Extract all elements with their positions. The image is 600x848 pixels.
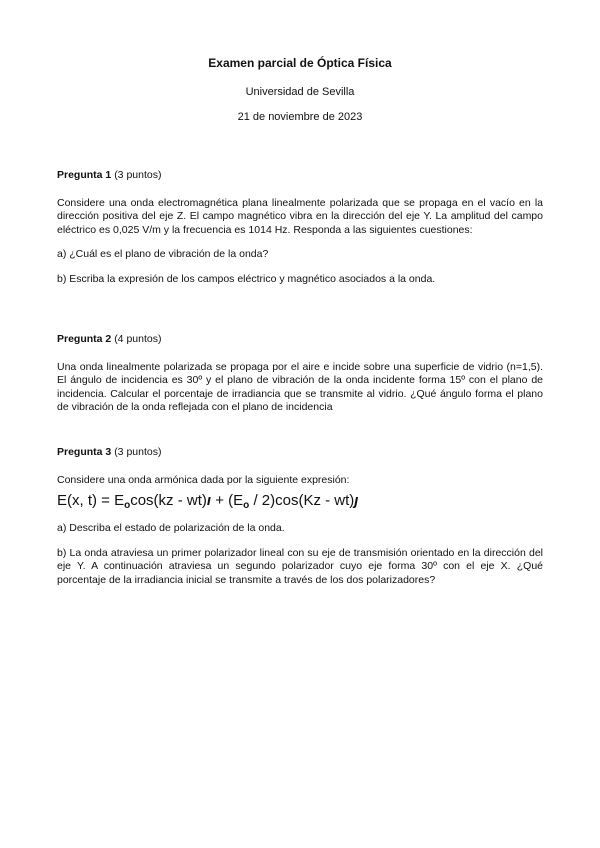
question-2-statement: Una onda linealmente polarizada se propaga por el aire e incide sobre una superficie de vidrio (n=1,5). El ángulo de incidencia es 30º y el plano de vibración de la onda incidente forma 15º con el plano de incidencia. Calcular el porcentaje de irradiancia que se transmite al vidrio. ¿Qué ángulo forma el plano de vibración de la onda reflejada con el plano de incidencia [57,360,543,413]
formula-lhs: E(x, t) = E [57,492,125,509]
formula-term-2: / 2)cos(Kz - wt) [249,492,355,509]
university-name: Universidad de Sevilla [245,86,355,98]
question-1-title: Pregunta 1 [57,169,112,181]
formula-subscript-1: o [124,500,131,511]
question-2-points: (4 puntos) [114,333,162,345]
question-3-part-b: b) La onda atraviesa un primer polarizador lineal con su eje de transmisión orientado en la dirección del eje Y. A continuación atraviesa un segundo polarizador cuyo eje forma 30º con el eje X. ¿Qué porcentaje de la irradiancia inicial se transmite a través de los dos polarizadores? [57,546,543,586]
unit-vector-j: ȷ [354,492,359,509]
question-3-points: (3 puntos) [114,446,162,458]
formula-plus: + (E [211,492,244,509]
page-title: Examen parcial de Óptica Física [208,56,392,70]
question-1-part-a: a) ¿Cuál es el plano de vibración de la onda? [57,248,269,260]
question-3-heading [57,446,543,460]
question-1-part-b: b) Escriba la expresión de los campos eléctrico y magnético asociados a la onda. [57,272,436,285]
question-3-intro: Considere una onda armónica dada por la siguiente expresión: [57,473,350,486]
question-1-statement: Considere una onda electromagnética plana linealmente polarizada que se propaga en el vacío en la dirección positiva del eje Z. El campo magnético vibra en la dirección del eje Y. La amplitud del campo eléctrico es 0,025 V/m y la frecuencia es 1014 Hz. Responda a las siguientes cuestiones: [57,196,543,236]
formula-term-1: cos(kz - wt) [130,492,207,509]
question-3 [57,446,543,587]
question-2 [57,333,543,415]
formula-subscript-2: o [243,500,250,511]
question-1-heading [57,169,543,183]
question-1 [57,169,543,286]
question-2-heading [57,333,543,347]
question-3-part-a: a) Describa el estado de polarización de la onda. [57,522,285,534]
question-3-title: Pregunta 3 [57,446,112,458]
question-1-points: (3 puntos) [114,169,162,181]
wave-formula [57,491,543,516]
exam-date: 21 de noviembre de 2023 [237,111,363,123]
question-2-title: Pregunta 2 [57,333,112,345]
unit-vector-i: ı [206,492,212,509]
